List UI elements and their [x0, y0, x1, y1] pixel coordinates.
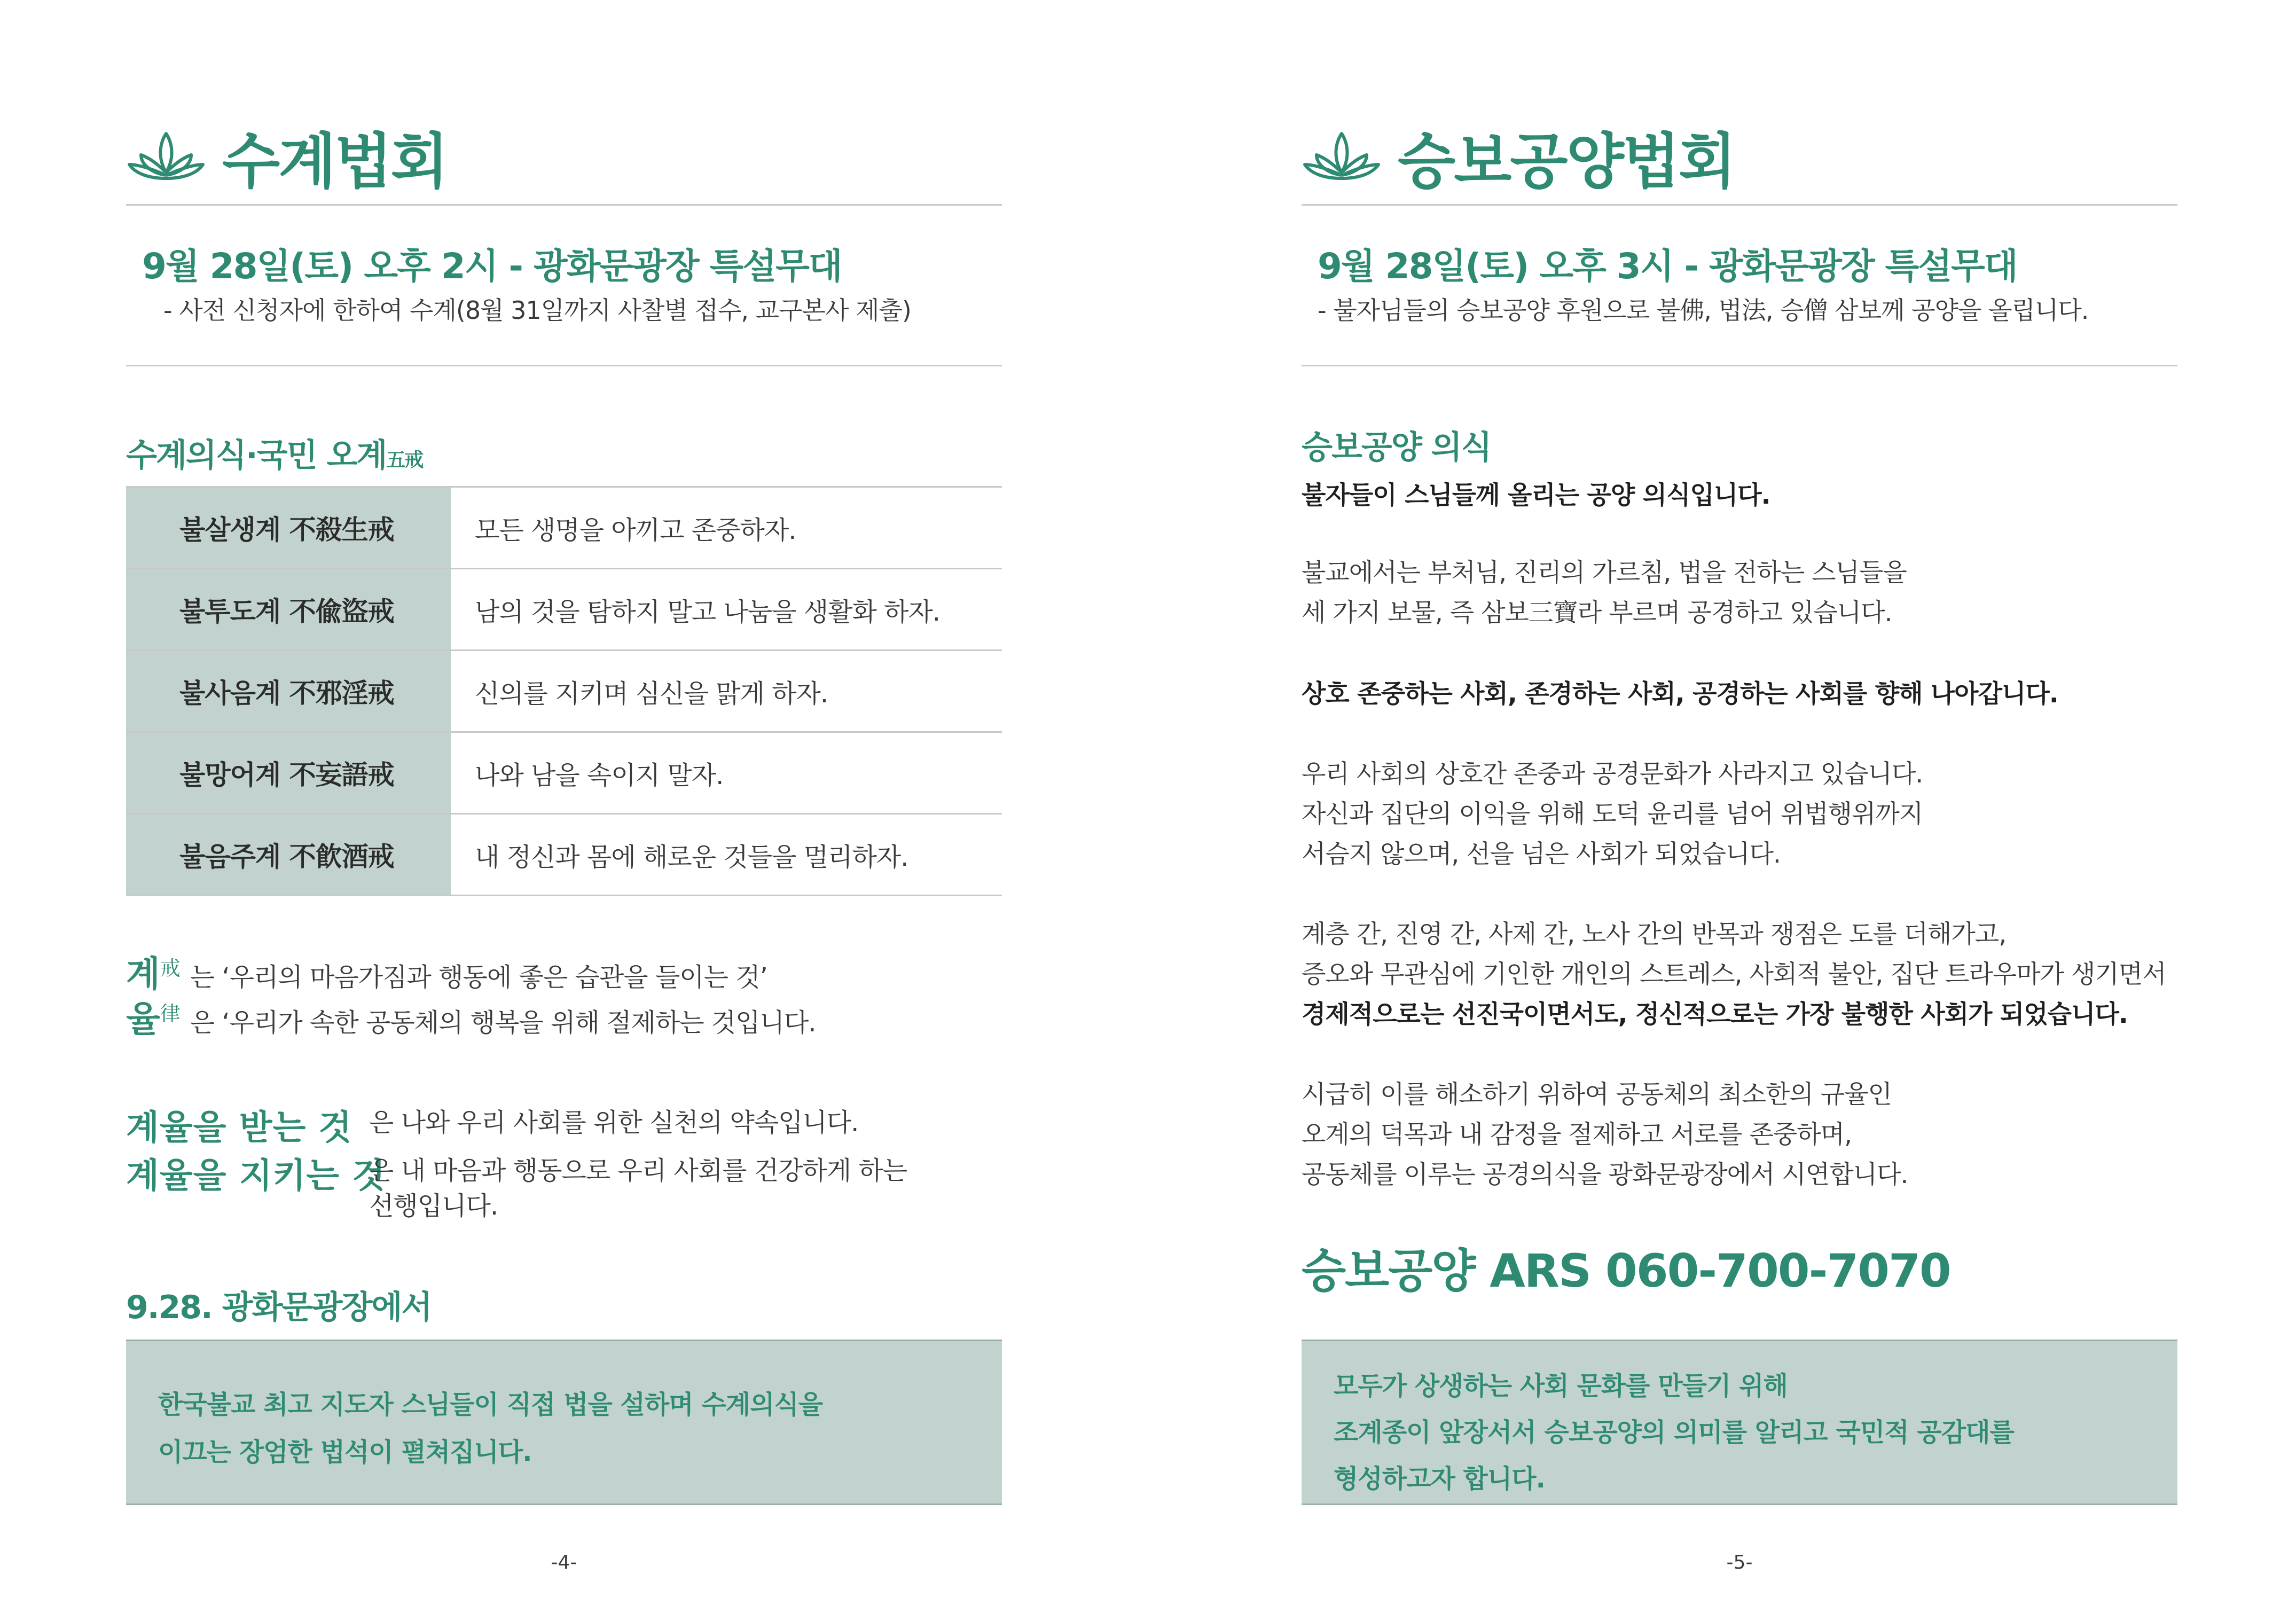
precept-name: 불망어계 不妄語戒	[126, 732, 451, 814]
box-line: 한국불교 최고 지도자 스님들이 직접 법을 설하며 수계의식을	[158, 1390, 823, 1420]
lotus-icon	[1302, 127, 1382, 186]
para-line: 서슴지 않으며, 선을 넘은 사회가 되었습니다.	[1302, 840, 1781, 869]
para-line-bold: 경제적으로는 선진국이면서도, 정신적으로는 가장 불행한 사회가 되었습니다.	[1302, 1000, 2128, 1029]
para-line: 세 가지 보물, 즉 삼보三寶라 부르며 공경하고 있습니다.	[1302, 598, 1892, 628]
paragraph-4	[1302, 914, 2166, 1035]
precepts-heading-hanja: 五戒	[386, 449, 423, 471]
ritual-subtitle: 불자들이 스님들께 올리는 공양 의식입니다.	[1302, 481, 1770, 510]
para-line: 계층 간, 진영 간, 사제 간, 노사 간의 반목과 쟁점은 도를 더해가고,	[1302, 920, 2007, 949]
table-row	[126, 487, 1002, 569]
event-line: 9월 28일(토) 오후 3시 - 광화문광장 특설무대	[1318, 246, 2017, 287]
page-number: -4-	[551, 1552, 577, 1573]
table-row	[126, 732, 1002, 814]
para-line: 불교에서는 부처님, 진리의 가르침, 법을 전하는 스님들을	[1302, 558, 1907, 588]
definition-yul	[126, 991, 816, 1041]
precept-desc: 내 정신과 몸에 해로운 것들을 멀리하자.	[451, 814, 1002, 896]
para-line: 증오와 무관심에 기인한 개인의 스트레스, 사회적 불안, 집단 트라우마가 생기면서	[1302, 960, 2166, 989]
paragraph-1	[1302, 553, 1907, 633]
para-line: 오계의 덕목과 내 감정을 절제하고 서로를 존중하며,	[1302, 1120, 1852, 1149]
precept-name: 불사음계 不邪淫戒	[126, 651, 451, 732]
keep-key: 계율을 받는 것	[126, 1108, 352, 1148]
definition-term: 계	[126, 953, 160, 994]
para-line: 시급히 이를 해소하기 위하여 공동체의 최소한의 규율인	[1302, 1080, 1892, 1109]
precepts-heading	[126, 430, 422, 476]
definition-text: 은 ‘우리가 속한 공동체의 행복을 위해 절제하는 것입니다.	[190, 1008, 816, 1038]
left-page	[126, 0, 1002, 1621]
keep-text: 은 내 마음과 행동으로 우리 사회를 건강하게 하는	[369, 1156, 907, 1186]
paragraph-2: 상호 존중하는 사회, 존경하는 사회, 공경하는 사회를 향해 나아갑니다.	[1302, 679, 2058, 709]
para-line: 우리 사회의 상호간 존중과 공경문화가 사라지고 있습니다.	[1302, 759, 1923, 789]
definition-term: 율	[126, 999, 160, 1040]
page-title: 승보공양법회	[1398, 127, 1735, 197]
precepts-table	[126, 486, 1002, 896]
divider	[1302, 204, 2177, 206]
definition-hanja: 戒	[160, 957, 181, 980]
paragraph-5	[1302, 1075, 1908, 1195]
keep-text-cont: 선행입니다.	[369, 1191, 498, 1221]
left-title-row	[126, 116, 447, 197]
divider	[126, 365, 1002, 366]
table-row	[126, 569, 1002, 651]
paragraph-3	[1302, 754, 1923, 874]
highlight-box	[1302, 1340, 2177, 1505]
box-line: 조계종이 앞장서서 승보공양의 의미를 알리고 국민적 공감대를	[1334, 1418, 2014, 1447]
right-page	[1302, 0, 2177, 1621]
event-note: - 불자님들의 승보공양 후원으로 불佛, 법法, 승僧 삼보께 공양을 올립니다.	[1318, 296, 2089, 325]
definition-hanja: 律	[160, 1002, 181, 1025]
lotus-icon	[126, 127, 206, 186]
definition-gye	[126, 945, 767, 996]
table-row	[126, 814, 1002, 896]
precept-desc: 모든 생명을 아끼고 존중하자.	[451, 487, 1002, 569]
precept-name: 불살생계 不殺生戒	[126, 487, 451, 569]
ritual-heading: 승보공양 의식	[1302, 429, 1491, 466]
page-number: -5-	[1726, 1552, 1753, 1573]
para-line: 공동체를 이루는 공경의식을 광화문광장에서 시연합니다.	[1302, 1160, 1908, 1189]
precepts-heading-text: 수계의식·국민 오계	[126, 437, 387, 474]
square-heading: 9.28. 광화문광장에서	[126, 1289, 432, 1326]
precept-name: 불투도계 不偸盜戒	[126, 569, 451, 651]
event-line: 9월 28일(토) 오후 2시 - 광화문광장 특설무대	[142, 246, 842, 287]
para-line: 자신과 집단의 이익을 위해 도덕 윤리를 넘어 위법행위까지	[1302, 800, 1923, 829]
keep-key: 계율을 지키는 것	[126, 1156, 386, 1196]
table-row	[126, 651, 1002, 732]
right-title-row	[1302, 116, 1735, 197]
definition-text: 는 ‘우리의 마음가짐과 행동에 좋은 습관을 들이는 것’	[190, 962, 767, 992]
precept-name: 불음주계 不飮酒戒	[126, 814, 451, 896]
event-note: - 사전 신청자에 한하여 수계(8월 31일까지 사찰별 접수, 교구본사 제출)	[163, 296, 911, 325]
highlight-box	[126, 1340, 1002, 1505]
precept-desc: 신의를 지키며 심신을 맑게 하자.	[451, 651, 1002, 732]
divider	[126, 204, 1002, 206]
page-title: 수계법회	[222, 127, 447, 197]
precept-desc: 남의 것을 탐하지 말고 나눔을 생활화 하자.	[451, 569, 1002, 651]
box-line: 이끄는 장엄한 법석이 펼쳐집니다.	[158, 1437, 532, 1467]
ars-number: 승보공양 ARS 060-700-7070	[1302, 1244, 1950, 1298]
keep-text: 은 나와 우리 사회를 위한 실천의 약속입니다.	[369, 1108, 859, 1138]
divider	[1302, 365, 2177, 366]
precept-desc: 나와 남을 속이지 말자.	[451, 732, 1002, 814]
box-line: 형성하고자 합니다.	[1334, 1464, 1545, 1494]
box-line: 모두가 상생하는 사회 문화를 만들기 위해	[1334, 1371, 1788, 1401]
